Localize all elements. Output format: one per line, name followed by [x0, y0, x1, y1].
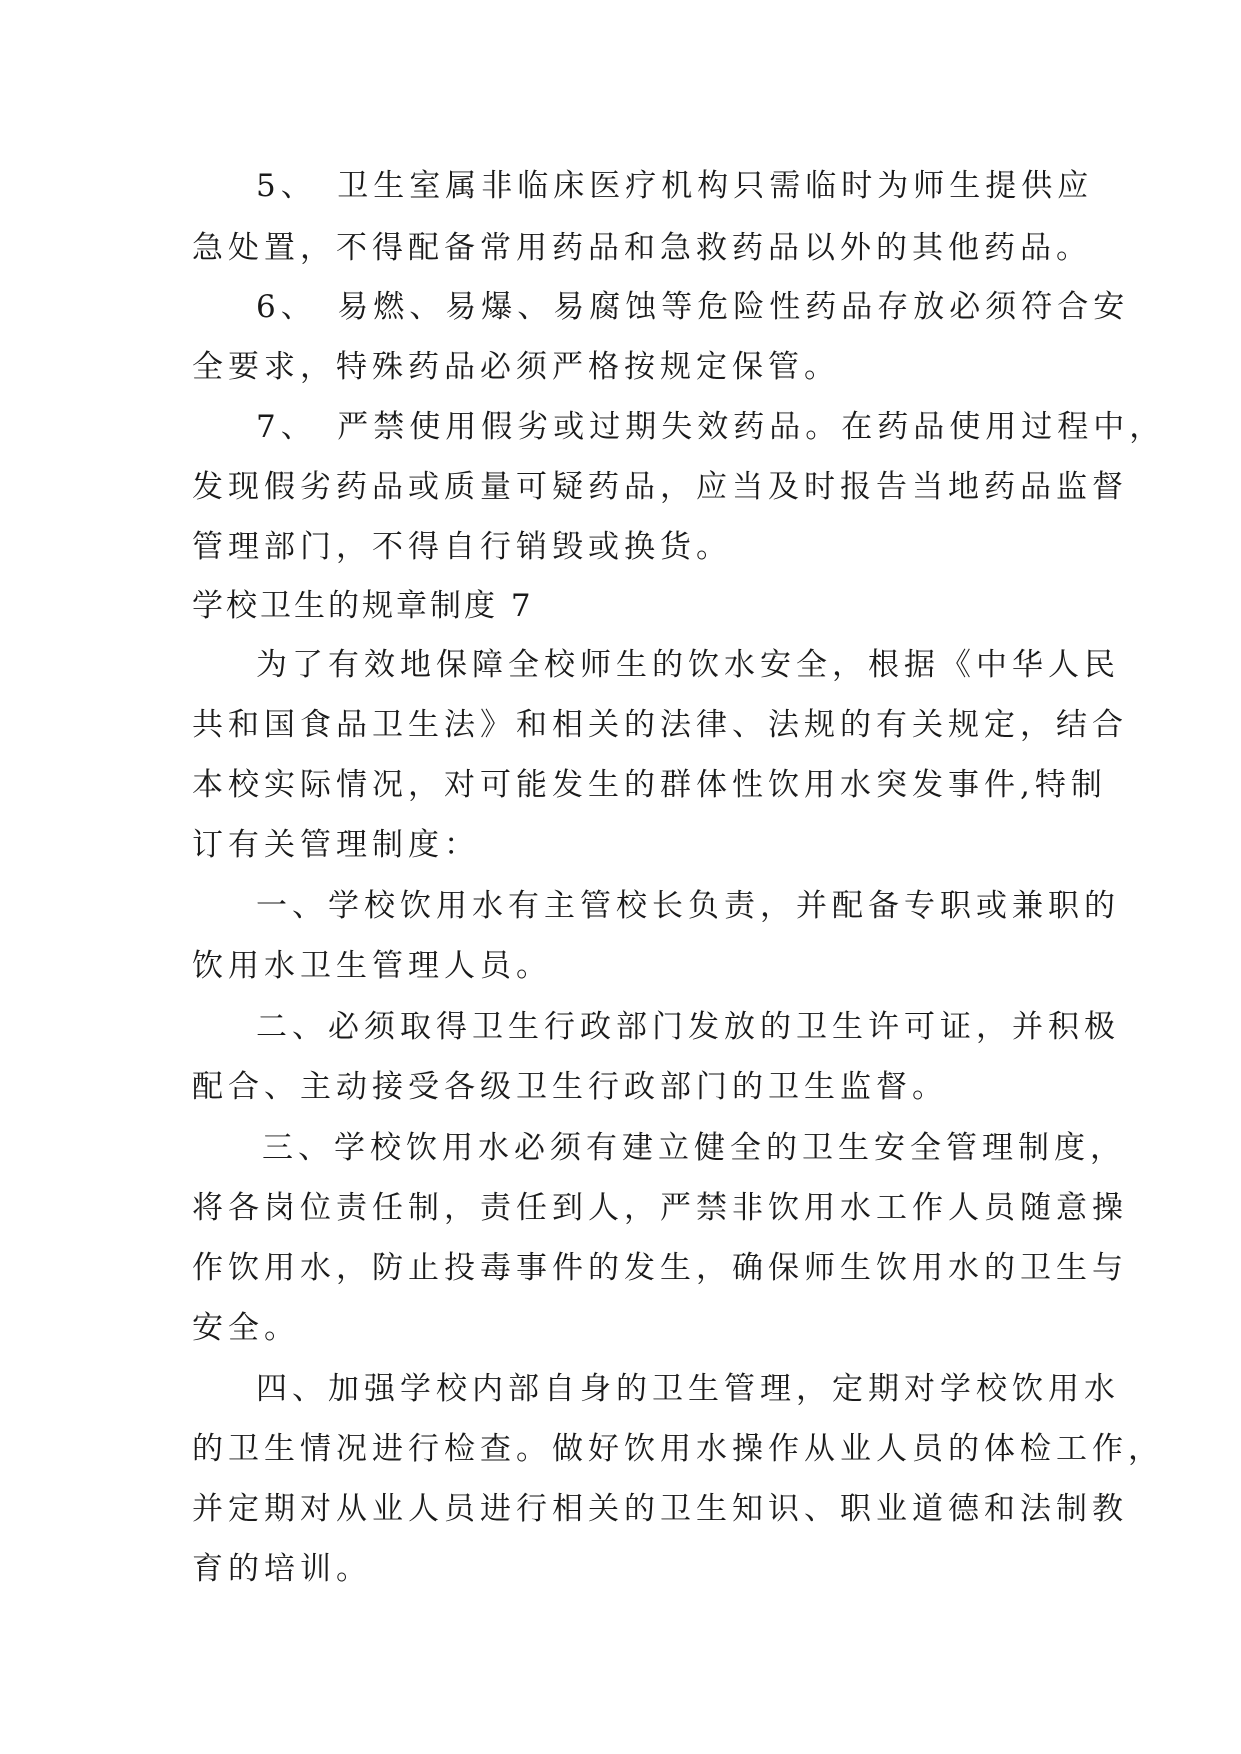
item-1-line-2: 饮用水卫生管理人员。	[192, 948, 552, 984]
item-4-line-4: 育的培训。	[192, 1551, 372, 1587]
item-3-line-2: 将各岗位责任制，责任到人，严禁非饮用水工作人员随意操	[192, 1190, 1128, 1226]
paragraph-7-line-2: 发现假劣药品或质量可疑药品，应当及时报告当地药品监督	[192, 469, 1128, 505]
item-4-line-2: 的卫生情况进行检查。做好饮用水操作从业人员的体检工作，	[192, 1431, 1164, 1467]
item-4-line-1: 四、加强学校内部自身的卫生管理，定期对学校饮用水	[256, 1371, 1120, 1407]
item-2-line-1: 二、必须取得卫生行政部门发放的卫生许可证，并积极	[256, 1009, 1120, 1045]
paragraph-7-line-1: 7、 严禁使用假劣或过期失效药品。在药品使用过程中，	[256, 409, 1166, 445]
item-3-line-3: 作饮用水，防止投毒事件的发生，确保师生饮用水的卫生与	[192, 1250, 1128, 1286]
section-heading: 学校卫生的规章制度 7	[192, 588, 534, 624]
item-4-line-3: 并定期对从业人员进行相关的卫生知识、职业道德和法制教	[192, 1491, 1128, 1527]
item-3-line-1: 三、学校饮用水必须有建立健全的卫生安全管理制度，	[262, 1130, 1126, 1166]
paragraph-6-line-1: 6、 易燃、易爆、易腐蚀等危险性药品存放必须符合安	[256, 289, 1130, 325]
paragraph-5-line-2: 急处置，不得配备常用药品和急救药品以外的其他药品。	[192, 230, 1092, 266]
paragraph-5-line-1: 5、 卫生室属非临床医疗机构只需临时为师生提供应	[256, 168, 1094, 204]
item-2-line-2: 配合、主动接受各级卫生行政部门的卫生监督。	[192, 1069, 948, 1105]
paragraph-6-line-2: 全要求，特殊药品必须严格按规定保管。	[192, 349, 840, 385]
paragraph-7-line-3: 管理部门，不得自行销毁或换货。	[192, 529, 732, 565]
intro-line-2: 共和国食品卫生法》和相关的法律、法规的有关规定，结合	[192, 707, 1128, 743]
intro-line-3: 本校实际情况，对可能发生的群体性饮用水突发事件,特制	[192, 767, 1107, 803]
item-3-line-4: 安全。	[192, 1310, 300, 1346]
intro-line-4: 订有关管理制度：	[192, 827, 480, 863]
intro-line-1: 为了有效地保障全校师生的饮水安全，根据《中华人民	[256, 647, 1120, 683]
item-1-line-1: 一、学校饮用水有主管校长负责，并配备专职或兼职的	[256, 888, 1120, 924]
